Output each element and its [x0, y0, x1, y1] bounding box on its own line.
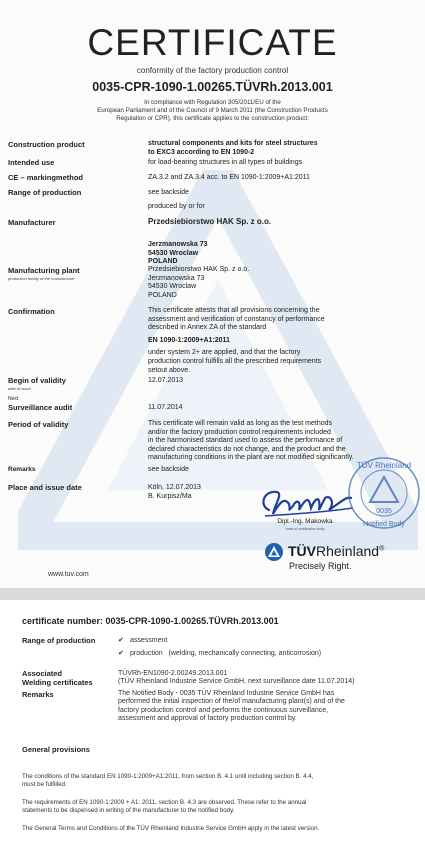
back-welding-value: TÜVRh-EN1090-2.00249.2013.001 (TÜV Rheinland Industrie Service GmbH, next surveillance date 11.07.2014) — [118, 670, 355, 686]
back-range-production: ✔ production (welding, mechanically connecting, anticorrosion) — [118, 650, 322, 657]
compliance-statement: In compliance with Regulation 305/2011/EU of the European Parliament and of the Council of 9 March 2011 (the Construction Products Regulation or CPR), this certificate applies to the construction product: — [97, 99, 328, 122]
brand-name: TÜVRheinland® — [288, 543, 385, 559]
next-label: Next — [8, 396, 19, 402]
place-and-issue-date-label: Place and issue date — [8, 483, 82, 492]
period-of-validity-text: This certificate will remain valid as long as the test methods and/or the factory production control requirements included in the harmonised standard used to assess the performance of declared characteristics do not change, and the product and the manufacturing conditions in the plant are not modified significantly. — [148, 420, 354, 462]
ce-marking-label: CE – markingmethod — [8, 173, 84, 182]
manufacturer-label: Manufacturer — [8, 218, 56, 227]
period-of-validity-label: Period of validity — [8, 420, 69, 429]
general-provision-3: The General Terms and Conditions of the TÜV Rheinland Industrie Service GmbH apply in the latest version. — [22, 825, 320, 832]
brand-tagline: Precisely Right. — [289, 561, 352, 571]
surveillance-audit-label: Surveillance audit — [8, 403, 73, 412]
general-provisions-title: General provisions — [22, 745, 90, 754]
checkmark-icon: ✔ — [118, 650, 124, 657]
date-of-issue-sublabel: date of issue — [8, 386, 31, 391]
range-of-production-value: see backside — [148, 189, 189, 196]
ce-marking-value: ZA.3.2 and ZA.3.4 acc. to EN 1090-1:2009+A1:2011 — [148, 174, 310, 181]
checkmark-icon: ✔ — [118, 637, 124, 644]
manufacturing-plant-value: Przedsiebiorstwo HAK Sp. z o.o. Jerzmanowska 73 54530 Wroclaw POLAND — [148, 266, 250, 299]
certificate-title: CERTIFICATE — [87, 22, 338, 63]
back-remarks-text: The Notified Body - 0035 TÜV Rheinland Industrie Service GmbH has performed the initial inspection of the/of manufacturing plant(s) and of the factory production control and performs the continuous surveillance, assessment and approval of factory production control by. — [118, 690, 345, 723]
intended-use-label: Intended use — [8, 158, 55, 167]
construction-product-value: structural components and kits for steel structures to EXC3 according to EN 1090-2 — [148, 140, 318, 156]
surveillance-audit-value: 11.07.2014 — [148, 404, 183, 411]
stamp-number: 0035 — [376, 508, 392, 515]
manufacturing-plant-label: Manufacturing plant production facility of the manufacturer — [8, 266, 138, 281]
certificate-back-page — [0, 600, 425, 866]
stamp-bottom-text: Notified Body — [363, 521, 405, 528]
begin-of-validity-label: Begin of validity date of issue — [8, 376, 138, 391]
website-link[interactable]: www.tuv.com — [48, 571, 89, 578]
signatory-name: Dipl.-Ing. Makowka — [277, 518, 333, 525]
begin-of-validity-value: 12.07.2013 — [148, 377, 184, 384]
tuv-triangle-logo-icon — [264, 542, 284, 562]
certificate-subtitle: conformity of the factory production control — [136, 66, 289, 75]
back-range-label: Range of production — [22, 636, 96, 645]
manufacturer-address: Jerzmanowska 73 54530 Wroclaw POLAND — [148, 241, 208, 266]
manufacturer-name: Przedsiebiorstwo HAK Sp. z o.o. — [148, 217, 272, 226]
place-and-issue-date-value: Köln, 12.07.2013 B. Kurpisz/Ma — [148, 484, 201, 500]
back-range-assessment: ✔ assessment — [118, 637, 168, 644]
confirmation-standard: EN 1090-1:2009+A1:2011 — [148, 336, 230, 344]
general-provision-1: The conditions of the standard EN 1090-1:2009+A1:2011, from section B. 4.1 until including section B. 4.4, must be fulfilled. — [22, 773, 314, 788]
confirmation-label: Confirmation — [8, 307, 55, 316]
back-remarks-label: Remarks — [22, 690, 54, 699]
confirmation-text: This certificate attests that all provisions concerning the assessment and verification of constancy of performance described in Annex ZA of the standard EN 1090-1:2009+A1:2011 under system 2+ are applied, and that the factory production control fulfills all the prescribed requirements setout above. — [148, 307, 393, 375]
manufacturing-plant-sublabel: production facility of the manufacturer — [8, 276, 75, 281]
produced-by-text: produced by or for — [148, 203, 205, 210]
certificate-number: 0035-CPR-1090-1.00265.TÜVRh.2013.001 — [92, 80, 333, 94]
construction-product-label: Construction product — [8, 140, 85, 149]
back-certificate-number: certificate number: 0035-CPR-1090-1.00265.TÜVRh.2013.001 — [22, 616, 279, 626]
remarks-value: see backside — [148, 466, 189, 473]
general-provision-2: The requirements of EN 1090-1:2009 + A1: 2011, section B. 4.3 are observed. These refer to the annual statements to be dispensed in writing of the manufacturer to the notified body. — [22, 799, 307, 814]
range-of-production-label: Range of production — [8, 188, 82, 197]
stamp-top-text: TÜV Rheinland — [356, 461, 412, 470]
remarks-label: Remarks — [8, 466, 36, 473]
back-welding-label: Associated Welding certificates — [22, 669, 93, 687]
notified-body-stamp — [346, 455, 422, 531]
intended-use-value: for load-bearing structures in all types of buildings — [148, 159, 303, 166]
signatory-role: head of certification body — [285, 527, 325, 531]
